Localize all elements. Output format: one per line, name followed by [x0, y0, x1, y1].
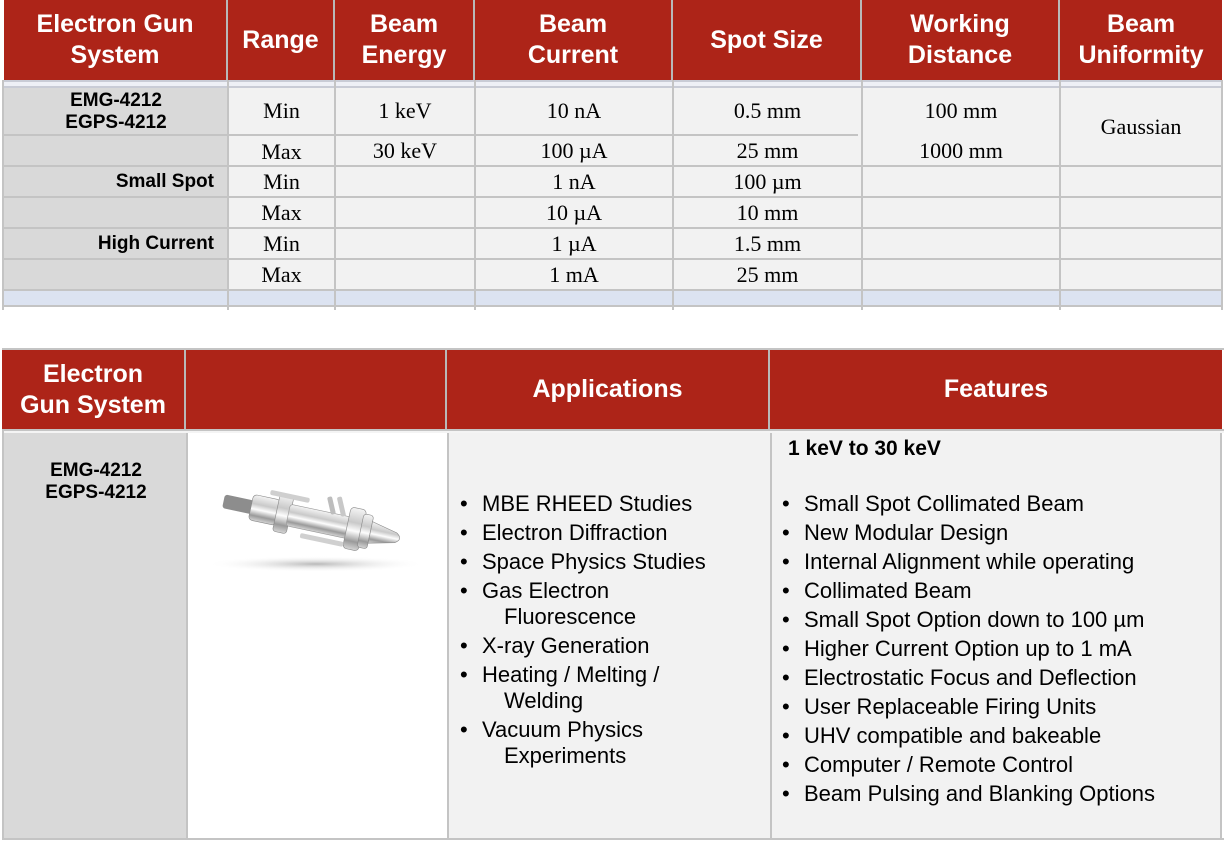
application-item: • Electron Diffraction [458, 520, 768, 546]
electron-gun-icon [206, 478, 440, 578]
working-distance-cell: 100 mm [924, 98, 998, 123]
beam-current-cell: 100 µA [540, 137, 608, 163]
features-list-container [780, 489, 1220, 808]
header-electron-gun-system: Electron Gun System [4, 0, 228, 80]
product-image [206, 478, 440, 578]
header-beam-uniformity: Beam Uniformity [1078, 10, 1204, 69]
range-cell: Max [261, 261, 302, 287]
feature-item: • Small Spot Collimated Beam [780, 489, 1220, 518]
feature-item: • User Replaceable Firing Units [780, 692, 1220, 721]
spot-size-cell: 25 mm [736, 137, 799, 163]
header-range: Range [228, 0, 335, 80]
range-cell: Min [263, 168, 300, 194]
application-item: • Gas Electron Fluorescence [458, 578, 768, 630]
feature-item: • Small Spot Option down to 100 µm [780, 605, 1220, 634]
feature-item: • Computer / Remote Control [780, 750, 1220, 779]
application-item: • Space Physics Studies [458, 549, 768, 575]
features-list [780, 489, 1220, 808]
application-item: • MBE RHEED Studies [458, 491, 768, 517]
feature-item: • Collimated Beam [780, 576, 1220, 605]
spot-size-cell: 0.5 mm [733, 98, 802, 123]
header-separator [4, 80, 1222, 88]
header-beam-energy: Beam Energy [335, 0, 475, 80]
beam-current-cell: 1 µA [551, 230, 597, 256]
model-label: EMG-4212 EGPS-4212 [45, 460, 147, 503]
range-cell: Min [263, 98, 300, 123]
feature-item: • UHV compatible and bakeable [780, 721, 1220, 750]
spec-table [4, 0, 1222, 312]
spot-size-cell: 10 mm [736, 199, 799, 225]
header-electron-gun-system: Electron Gun System [2, 350, 186, 429]
header-spot-size: Spot Size [673, 0, 862, 80]
range-cell: Max [261, 199, 302, 225]
small-spot-label: Small Spot [115, 170, 214, 192]
apps-table [2, 348, 1224, 842]
feature-item: • Internal Alignment while operating [780, 547, 1220, 576]
header-features: Features [943, 375, 1049, 403]
beam-current-cell: 10 nA [546, 98, 602, 123]
spot-size-cell: 100 µm [733, 168, 802, 194]
beam-energy-cell: 30 keV [372, 137, 438, 163]
feature-item: • Higher Current Option up to 1 mA [780, 634, 1220, 663]
header-applications: Applications [447, 350, 770, 429]
row-divider [4, 289, 1222, 291]
applications-list-container [458, 491, 768, 772]
spot-size-cell: 1.5 mm [733, 230, 802, 256]
beam-energy-cell: 1 keV [378, 98, 432, 123]
beam-current-cell: 10 µA [545, 199, 603, 225]
feature-item: • Electrostatic Focus and Deflection [780, 663, 1220, 692]
header-image [186, 350, 447, 429]
application-item: • Heating / Melting / Welding [458, 662, 768, 714]
application-item: • X-ray Generation [458, 633, 768, 659]
range-cell: Max [261, 139, 302, 164]
header-working-distance: Working Distance [862, 0, 1060, 80]
applications-list [458, 491, 768, 769]
spot-size-cell: 25 mm [736, 261, 799, 287]
high-current-label: High Current [97, 232, 214, 254]
application-item: • Vacuum Physics Experiments [458, 717, 768, 769]
header-beam-current: Beam Current [475, 0, 673, 80]
beam-current-cell: 1 nA [552, 168, 596, 194]
row-divider [4, 134, 228, 136]
row-divider [4, 305, 1222, 307]
feature-item: • Beam Pulsing and Blanking Options [780, 779, 1220, 808]
table-bottom-border [2, 838, 1224, 840]
beam-current-cell: 1 mA [549, 261, 599, 287]
beam-uniformity-cell: Gaussian [1100, 113, 1182, 139]
model-label: EMG-4212 EGPS-4212 [65, 90, 167, 133]
working-distance-cell: 1000 mm [919, 137, 1003, 163]
features-heading: 1 keV to 30 keV [788, 437, 941, 460]
feature-item: • New Modular Design [780, 518, 1220, 547]
range-cell: Min [263, 230, 300, 256]
